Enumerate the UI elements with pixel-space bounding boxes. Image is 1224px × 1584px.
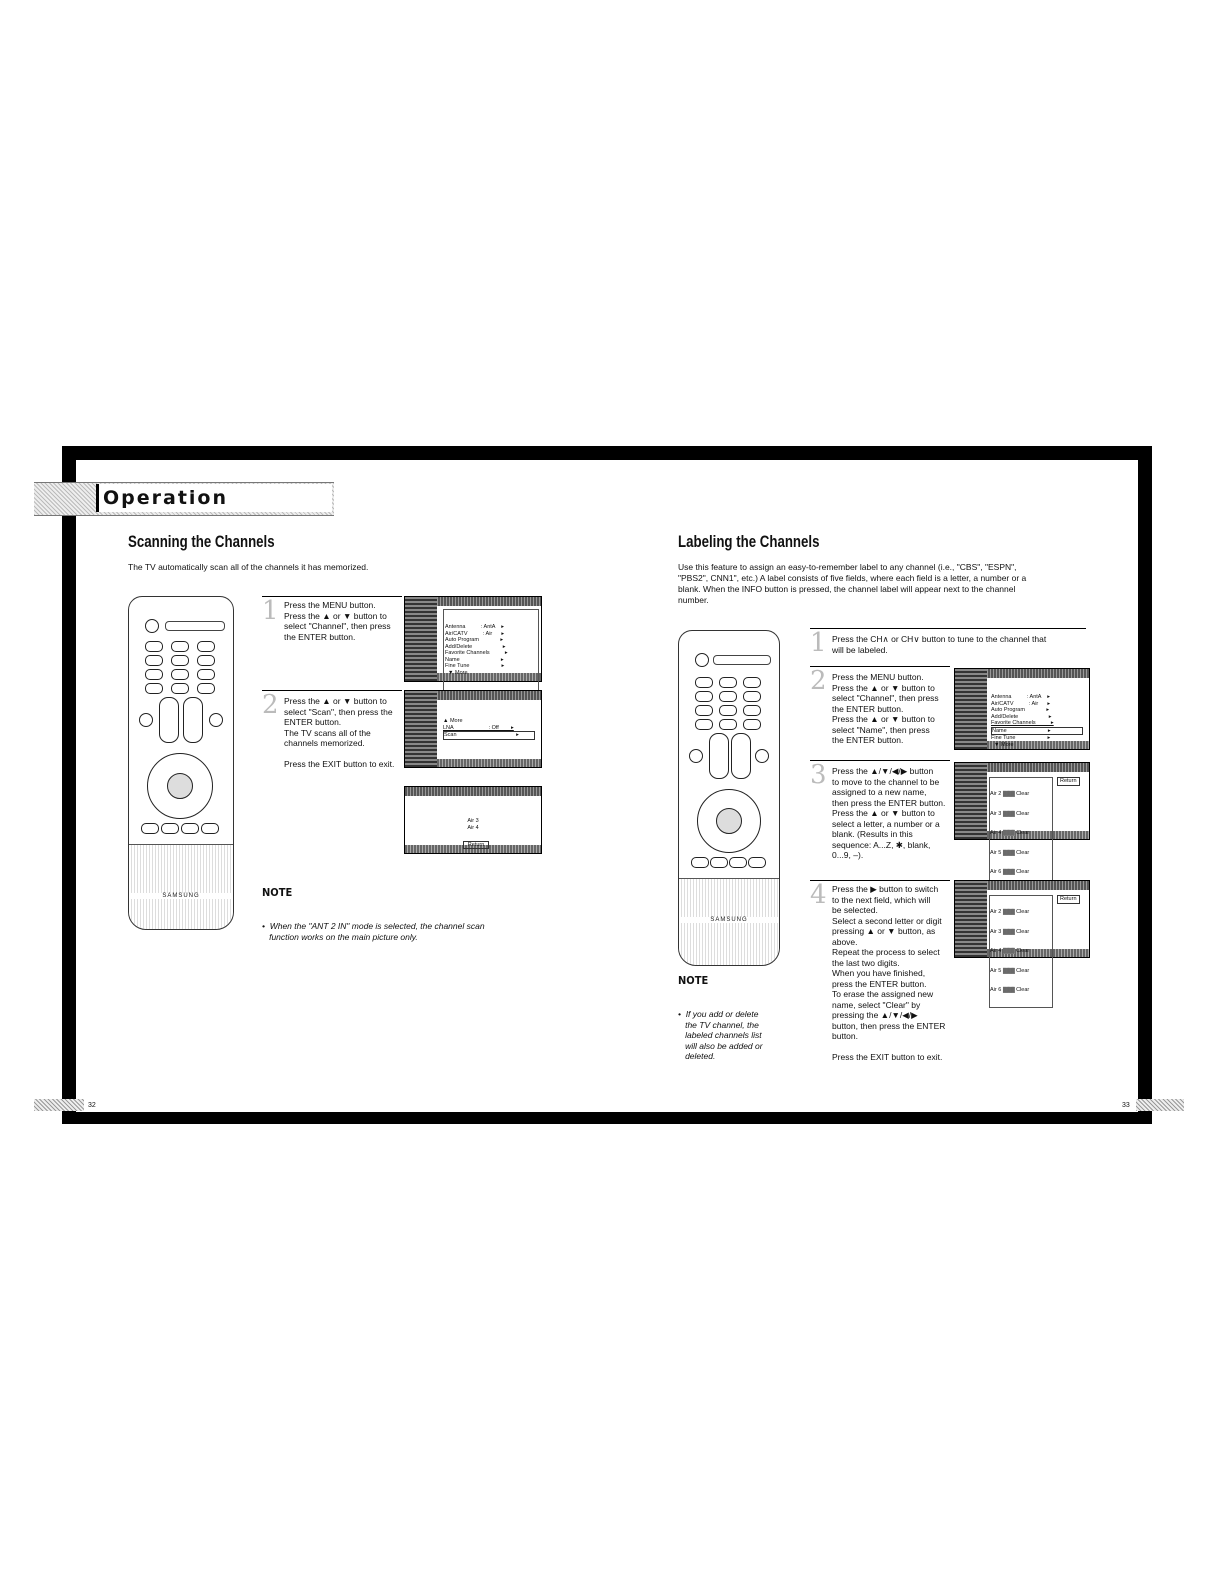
- left-intro: The TV automatically scan all of the channels it has memorized.: [128, 562, 369, 572]
- corner-mark: [66, 452, 74, 460]
- right-intro: Use this feature to assign an easy-to-remember label to any channel (i.e., "CBS", "ESPN", "PBS2", CNN1", etc.) A label consists of five fields, where each field is a letter, a number or a blank. When the INFO button is pressed, the channel label will appear next to the channel number.: [678, 562, 1027, 605]
- return-button: Return: [1057, 895, 1080, 904]
- step-number: 2: [262, 690, 279, 720]
- mode-selector: [713, 655, 771, 665]
- mode-selector: [165, 621, 225, 631]
- page-tab: [1136, 1099, 1184, 1111]
- step-number: 2: [810, 666, 827, 696]
- power-icon: [695, 653, 709, 667]
- enter-button-icon: [716, 808, 742, 834]
- channel-menu-screen: Antenna : AntA ▸ Air/CATV : Air ▸ Auto Program ▸ Add/Delete ▸ Favorite Channels ▸ Name ▸ Fine Tune ▸ ▼ More: [404, 596, 542, 682]
- right-step-1-text: Press the CH∧ or CH∨ button to tune to the channel that will be labeled.: [832, 634, 1047, 655]
- section-title: Operation: [96, 484, 332, 512]
- left-step-2-text: Press the ▲ or ▼ button to select "Scan", then press the ENTER button. The TV scans all of the channels memorized. Press the EXIT button to exit.: [284, 696, 395, 769]
- step-number: 1: [810, 628, 827, 658]
- corner-mark: [1138, 1116, 1146, 1124]
- left-heading: Scanning the Channels: [128, 532, 275, 551]
- page-tab: [34, 1099, 84, 1111]
- step-divider: [262, 596, 402, 597]
- remote-control-illustration: [128, 596, 234, 930]
- name-edit-screen: Air 2 ▒▒▒ Clear Air 3 ▒▒▒ Clear Air 4 ▒▒▒ Clear Air 5 ▒▒▒ Clear Air 6 ▒▒▒ Clear Return: [954, 762, 1090, 840]
- step-divider: [810, 880, 950, 881]
- step-number: 4: [810, 880, 827, 910]
- power-icon: [145, 619, 159, 633]
- corner-mark: [66, 1116, 74, 1124]
- remote-brand: SAMSUNG: [679, 917, 779, 923]
- right-step-3-text: Press the ▲/▼/◀/▶ button to move to the channel to be assigned to a new name, then press the ENTER button. Press the ▲ or ▼ button to select a letter, a number or a blank. (Results in this sequence: A...Z, ✱, blank, 0...9, –).: [832, 766, 946, 860]
- return-button: Return: [463, 841, 490, 850]
- scan-progress-screen: Air 3 Air 4 Return: [404, 786, 542, 854]
- step-divider: [810, 628, 1086, 629]
- step-number: 1: [262, 596, 279, 626]
- right-heading: Labeling the Channels: [678, 532, 820, 551]
- right-step-4-text: Press the ▶ button to switch to the next field, which will be selected. Select a second letter or digit pressing ▲ or ▼ button, as above. Repeat the process to select the last two digits. When you have finished, press the ENTER button. To erase the assigned new name, select "Clear" by pressing the ▲/▼/◀/▶ button, then press the ENTER button. Press the EXIT button to exit.: [832, 884, 946, 1062]
- remote-control-illustration: [678, 630, 780, 966]
- right-step-2-text: Press the MENU button. Press the ▲ or ▼ button to select "Channel", then press the ENTER button. Press the ▲ or ▼ button to select "Name", then press the ENTER button.: [832, 672, 939, 745]
- step-divider: [810, 760, 950, 761]
- note-heading: NOTE: [262, 886, 293, 899]
- left-step-1-text: Press the MENU button. Press the ▲ or ▼ button to select "Channel", then press the ENTER button.: [284, 600, 391, 642]
- note-heading: NOTE: [678, 974, 709, 987]
- right-note-text: • If you add or delete the TV channel, the labeled channels list will also be added or deleted.: [678, 1009, 763, 1061]
- return-button: Return: [1057, 777, 1080, 786]
- page-number: 33: [1122, 1102, 1130, 1109]
- channel-menu-screen: Antenna : AntA ▸ Air/CATV : Air ▸ Auto Program ▸ Add/Delete ▸ Favorite Channels ▸ Name ▸ Fine Tune ▸ ▼ More: [954, 668, 1090, 750]
- enter-button-icon: [167, 773, 193, 799]
- corner-mark: [1138, 452, 1146, 460]
- name-edit-screen: Air 2 ▒▒▒ Clear Air 3 ▒▒▒ Clear Air 4 ▒▒▒ Clear Air 5 ▒▒▒ Clear Air 6 ▒▒▒ Clear Return: [954, 880, 1090, 958]
- step-number: 3: [810, 760, 827, 790]
- page-number: 32: [88, 1102, 96, 1109]
- scan-menu-screen: ▲ More LNA : Off ▸ Scan ▸: [404, 690, 542, 768]
- step-divider: [262, 690, 402, 691]
- left-note-text: • When the "ANT 2 IN" mode is selected, the channel scan function works on the main picture only.: [262, 921, 485, 942]
- step-divider: [810, 666, 950, 667]
- remote-brand: SAMSUNG: [129, 893, 233, 899]
